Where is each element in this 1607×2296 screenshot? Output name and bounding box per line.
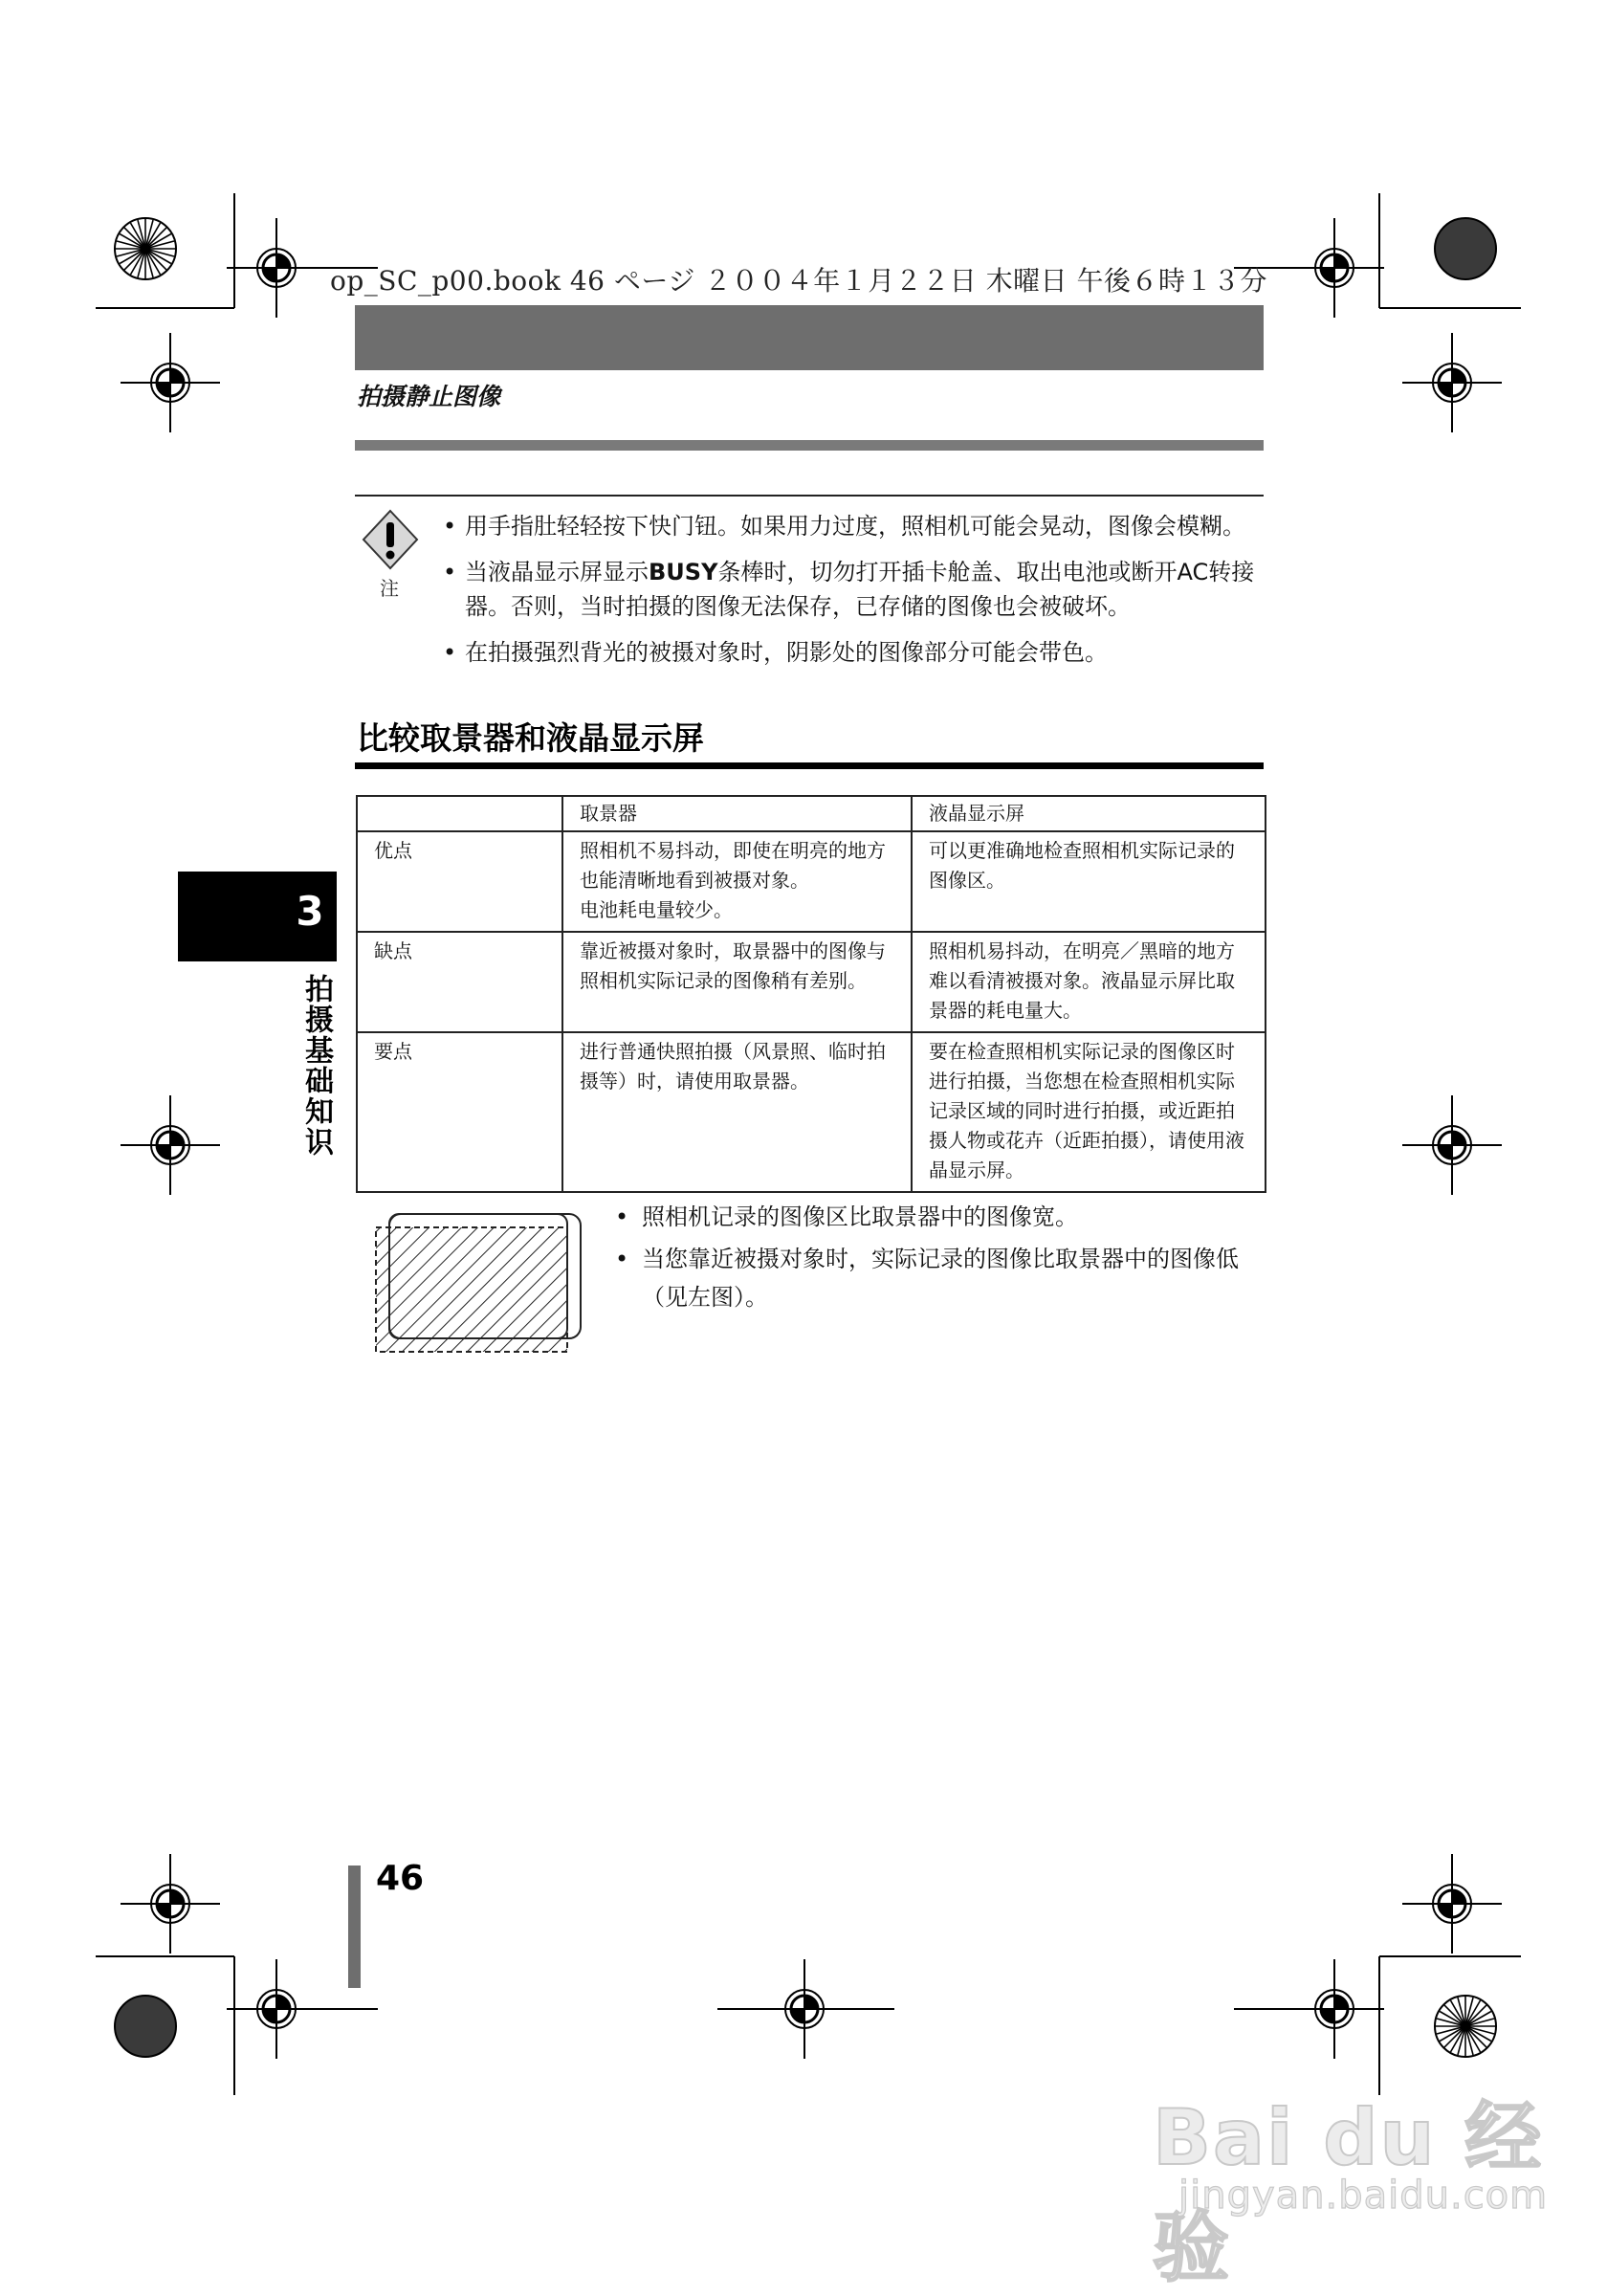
radial-target-icon [115,1996,176,2057]
frame-comparison-diagram [368,1206,588,1355]
comparison-table [356,795,1266,1193]
frame-note-text: 当您靠近被摄对象时，实际记录的图像比取景器中的图像低（见左图）。 [642,1246,1239,1311]
chapter-title-vertical: 拍摄基础知识 [299,974,333,1158]
caution-item [443,509,1266,543]
frame-note-text: 照相机记录的图像区比取景器中的图像宽。 [642,1203,1078,1230]
caution-label: 注 [380,577,399,600]
registration-mark-icon [227,218,326,318]
section-header-bar [355,305,1264,370]
comparison-heading: 比较取景器和液晶显示屏 [357,719,704,757]
registration-mark-icon [121,1095,220,1195]
registration-mark-icon [1402,333,1502,432]
table-header-cell [357,796,562,831]
watermark-logo: Bai du 经验 [1153,2093,1544,2292]
table-header-cell: 液晶显示屏 [912,796,1266,831]
registration-mark-icon [121,333,220,432]
row-label: 要点 [357,1032,562,1192]
watermark-url: jingyan.baidu.com [1178,2174,1549,2218]
bullet: • [615,1203,629,1230]
section-title: 拍摄静止图像 [357,383,501,410]
frame-notes-list [615,1198,1275,1320]
radial-target-icon [1435,1996,1496,2057]
caution-text-before: 当液晶显示屏显示 [465,559,649,585]
radial-target-icon [1435,218,1496,279]
lcd-cell: 可以更准确地检查照相机实际记录的图像区。 [912,831,1266,932]
file-header-line: op_SC_p00.book 46 ページ ２００４年１月２２日 木曜日 午後６時１３分 [330,265,1268,297]
registration-mark-icon [121,1854,220,1954]
viewfinder-cell: 靠近被摄对象时，取景器中的图像与照相机实际记录的图像稍有差别。 [562,932,912,1032]
bullet: • [443,639,457,666]
caution-item [443,555,1266,624]
registration-mark-icon [755,1959,854,2059]
table-row [357,1032,1266,1192]
comparison-heading-rule [355,762,1264,769]
table-row [357,932,1266,1032]
registration-mark-icon [1285,218,1384,318]
registration-mark-icon [1285,1959,1384,2059]
chapter-number: 3 [296,888,324,935]
bullet: • [615,1246,629,1272]
caution-item [443,635,1266,670]
viewfinder-cell: 照相机不易抖动，即使在明亮的地方也能清晰地看到被摄对象。 电池耗电量较少。 [562,831,912,932]
page-number-bar [348,1866,361,1988]
table-header-cell: 取景器 [562,796,912,831]
caution-text: 用手指肚轻轻按下快门钮。如果用力过度，照相机可能会晃动，图像会模糊。 [465,513,1245,540]
radial-target-icon [115,218,176,279]
list-item [615,1198,1275,1236]
caution-text: 在拍摄强烈背光的被摄对象时，阴影处的图像部分可能会带色。 [465,639,1108,666]
table-row [357,831,1266,932]
busy-keyword: BUSY [649,559,718,585]
row-label: 优点 [357,831,562,932]
caution-top-rule [355,495,1264,497]
registration-mark-icon [227,1959,326,2059]
lcd-cell: 照相机易抖动，在明亮／黑暗的地方难以看清被摄对象。液晶显示屏比取景器的耗电量大。 [912,932,1266,1032]
section-rule [355,440,1264,451]
bullet: • [443,513,457,540]
page-number: 46 [376,1859,425,1898]
registration-mark-icon [1402,1854,1502,1954]
list-item [615,1240,1275,1316]
bullet: • [443,559,457,585]
row-label: 缺点 [357,932,562,1032]
viewfinder-cell: 进行普通快照拍摄（风景照、临时拍摄等）时，请使用取景器。 [562,1032,912,1192]
lcd-cell: 要在检查照相机实际记录的图像区时进行拍摄，当您想在检查照相机实际记录区域的同时进行拍摄，或近距拍摄人物或花卉（近距拍摄），请使用液晶显示屏。 [912,1032,1266,1192]
caution-text-after: 条棒时，切勿打开插卡舱盖、取出电池或断开AC转接器。否则，当时拍摄的图像无法保存，已存储的图像也会被破坏。 [465,559,1255,620]
registration-mark-icon [1402,1095,1502,1195]
table-header-row [357,796,1266,831]
caution-list [443,509,1266,681]
